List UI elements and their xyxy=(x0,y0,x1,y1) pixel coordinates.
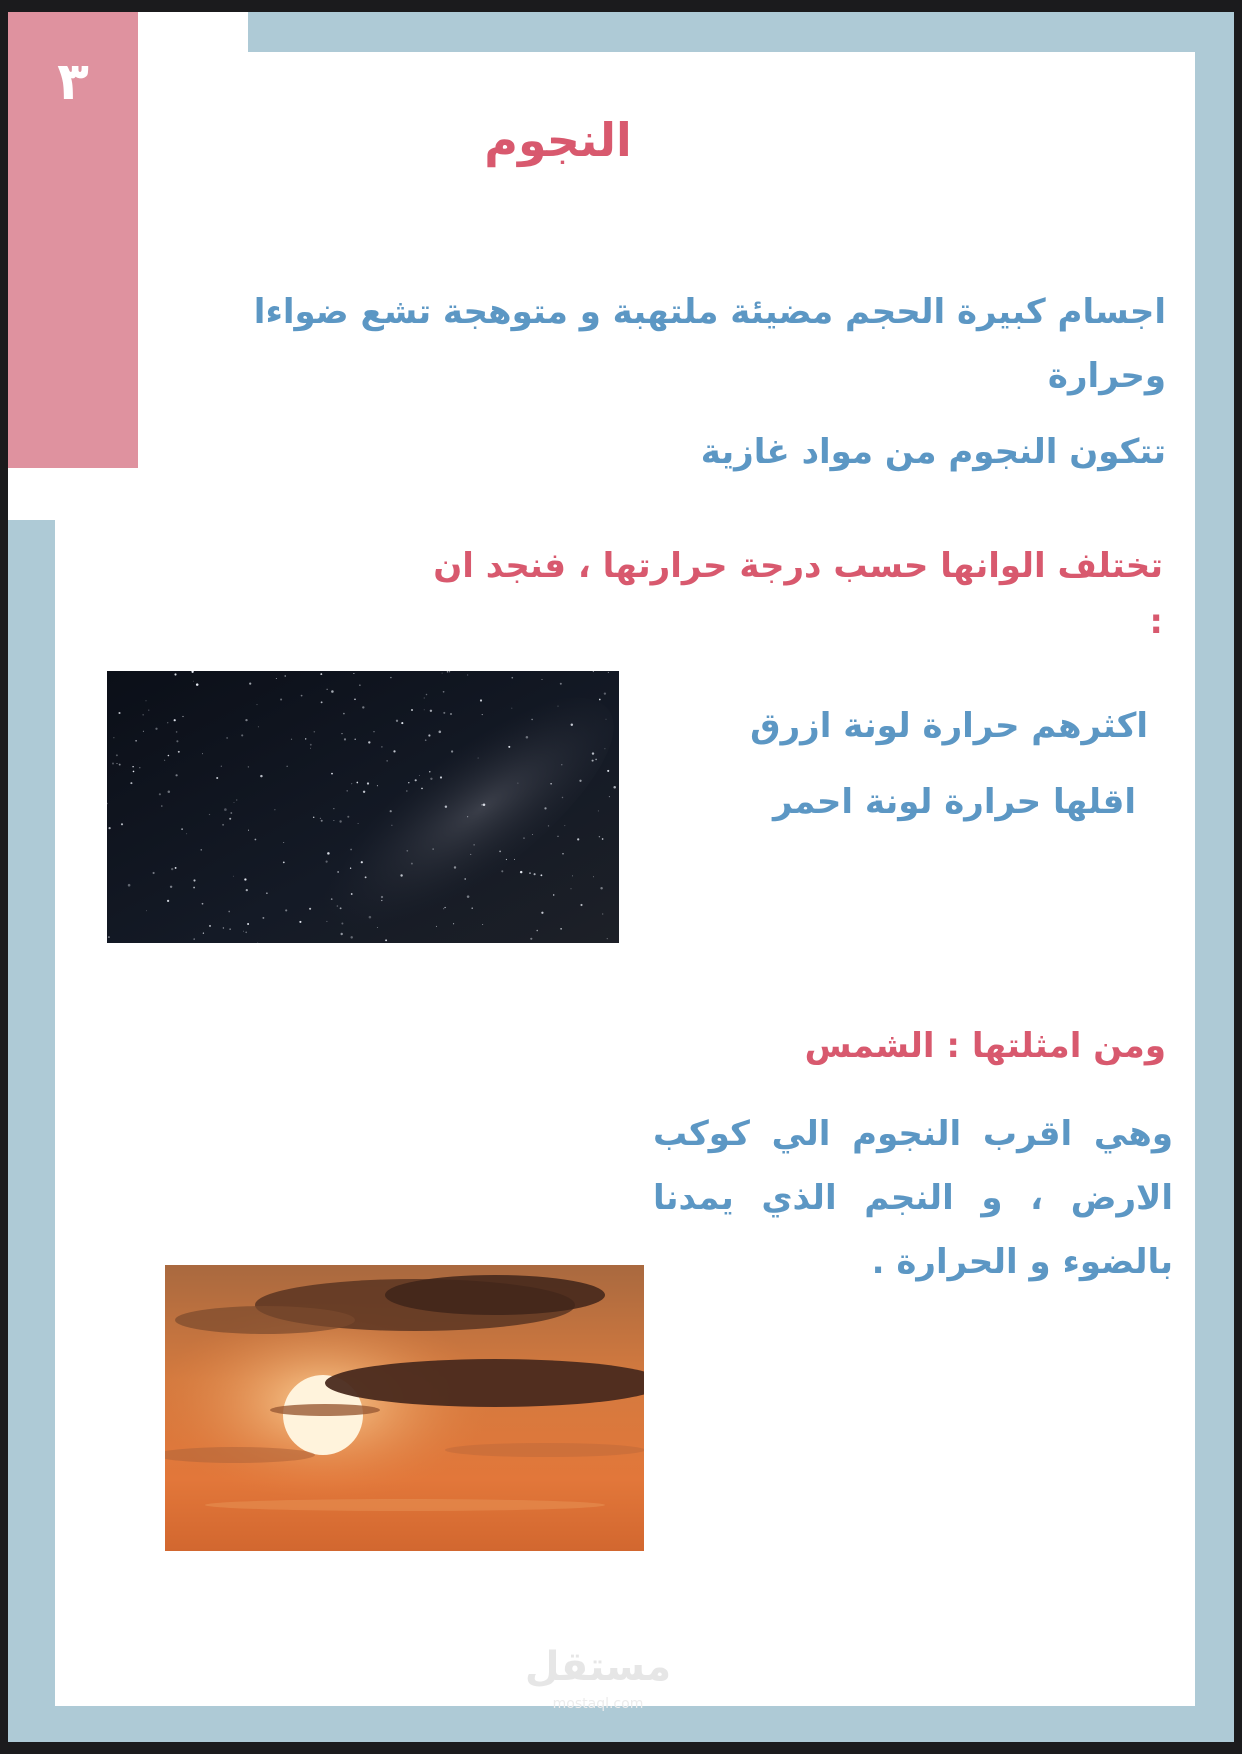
star xyxy=(341,733,342,734)
star xyxy=(464,878,466,880)
star xyxy=(274,809,275,810)
star xyxy=(363,791,365,793)
star xyxy=(135,740,137,742)
star xyxy=(353,673,354,674)
night-sky-photo xyxy=(107,671,619,943)
star xyxy=(202,903,204,905)
star xyxy=(391,825,392,826)
star xyxy=(424,709,425,710)
star xyxy=(381,900,382,901)
star xyxy=(419,775,420,776)
star xyxy=(116,763,117,764)
star xyxy=(209,925,211,927)
star xyxy=(358,823,359,824)
star xyxy=(143,731,144,732)
star xyxy=(453,923,454,924)
star xyxy=(478,758,479,759)
star xyxy=(333,808,334,809)
star xyxy=(337,905,339,907)
star xyxy=(118,712,120,714)
star xyxy=(245,932,247,934)
star xyxy=(255,839,257,841)
star xyxy=(365,876,367,878)
star xyxy=(155,728,157,730)
star xyxy=(139,767,140,768)
star xyxy=(176,731,178,733)
star xyxy=(520,871,522,873)
star xyxy=(112,762,114,764)
star xyxy=(595,759,597,761)
star xyxy=(592,752,594,754)
star xyxy=(440,776,442,778)
star xyxy=(471,907,472,908)
star xyxy=(424,698,425,699)
star xyxy=(132,766,133,767)
star xyxy=(406,850,408,852)
star xyxy=(310,744,312,746)
star xyxy=(164,760,165,761)
star xyxy=(430,778,432,780)
star xyxy=(346,790,347,791)
star xyxy=(354,698,356,700)
star xyxy=(249,683,251,685)
star xyxy=(320,673,322,675)
star xyxy=(534,873,536,875)
star xyxy=(599,836,600,837)
star xyxy=(182,716,183,717)
star xyxy=(258,726,259,727)
star xyxy=(130,782,132,784)
star xyxy=(309,908,311,910)
star xyxy=(301,695,303,697)
coolest-color-line: اقلها حرارة لونة احمر xyxy=(772,782,1136,822)
star xyxy=(193,938,195,940)
star xyxy=(451,750,453,752)
star xyxy=(428,734,430,736)
star xyxy=(514,859,515,860)
star xyxy=(159,793,161,795)
sunset-photo xyxy=(165,1265,644,1551)
star xyxy=(148,710,149,711)
star xyxy=(531,719,532,720)
star xyxy=(108,936,110,938)
page-title: النجوم xyxy=(484,113,632,167)
star xyxy=(291,739,292,740)
star xyxy=(443,691,445,693)
star xyxy=(361,861,363,863)
star xyxy=(442,673,443,674)
star xyxy=(236,800,237,801)
star xyxy=(193,681,194,682)
star xyxy=(436,926,437,927)
star xyxy=(608,672,609,673)
star xyxy=(347,816,349,818)
star xyxy=(350,849,352,851)
star xyxy=(481,804,482,805)
star xyxy=(390,677,391,678)
star xyxy=(571,723,573,725)
star xyxy=(350,868,351,869)
star xyxy=(561,764,562,765)
page-number: ٣ xyxy=(57,52,89,112)
page-number-box xyxy=(8,12,138,468)
star xyxy=(181,828,183,830)
star xyxy=(248,830,249,831)
star xyxy=(421,788,423,790)
star xyxy=(146,910,147,911)
star xyxy=(167,900,169,902)
star xyxy=(350,936,352,938)
star xyxy=(337,871,338,872)
star xyxy=(331,773,333,775)
star xyxy=(229,928,230,929)
example-heading: ومن امثلتها : الشمس xyxy=(804,1026,1166,1066)
star xyxy=(153,872,155,874)
star xyxy=(186,833,187,834)
star xyxy=(542,679,543,680)
star xyxy=(400,874,402,876)
star xyxy=(562,797,563,798)
star xyxy=(202,753,203,754)
star xyxy=(283,862,285,864)
star xyxy=(501,870,503,872)
star xyxy=(430,710,432,712)
star xyxy=(541,912,543,914)
star xyxy=(560,683,562,685)
star xyxy=(483,804,486,807)
star xyxy=(326,921,327,922)
star xyxy=(406,791,407,792)
star xyxy=(393,750,395,752)
star xyxy=(536,930,538,932)
star xyxy=(230,812,232,814)
star xyxy=(216,777,218,779)
star xyxy=(564,825,565,826)
star xyxy=(526,736,529,739)
star xyxy=(411,709,413,711)
star xyxy=(605,719,606,720)
hottest-color-line: اكثرهم حرارة لونة ازرق xyxy=(750,706,1148,746)
star xyxy=(369,916,372,919)
star xyxy=(482,714,483,715)
star xyxy=(387,760,388,761)
star xyxy=(553,894,554,895)
star xyxy=(599,699,601,701)
star xyxy=(285,909,287,911)
star xyxy=(390,810,392,812)
star xyxy=(368,741,370,743)
star xyxy=(613,786,616,789)
star xyxy=(467,816,468,817)
star xyxy=(266,892,268,894)
star xyxy=(602,913,603,914)
star xyxy=(381,896,383,898)
star xyxy=(454,866,456,868)
star xyxy=(604,692,606,694)
star xyxy=(408,782,409,783)
star xyxy=(377,785,378,786)
star xyxy=(233,876,234,877)
star xyxy=(607,938,608,939)
star xyxy=(367,782,369,784)
star xyxy=(480,699,482,701)
star xyxy=(548,825,549,826)
star xyxy=(557,836,558,837)
star xyxy=(193,879,195,881)
star xyxy=(425,739,427,741)
star xyxy=(326,861,328,863)
star xyxy=(445,805,447,807)
star xyxy=(351,783,352,784)
star xyxy=(314,731,316,733)
star xyxy=(174,719,176,721)
star xyxy=(280,698,282,700)
star xyxy=(602,838,604,840)
star xyxy=(470,854,471,855)
star xyxy=(571,888,572,889)
star xyxy=(362,706,364,708)
star xyxy=(121,823,123,825)
watermark-domain: mostaql.com xyxy=(552,1696,644,1712)
star xyxy=(577,838,579,840)
definition-paragraph: اجسام كبيرة الحجم مضيئة ملتهبة و متوهجة تشع ضواءا وحرارة xyxy=(253,292,1166,396)
star xyxy=(511,708,512,709)
star xyxy=(439,731,442,734)
frame-band-top xyxy=(248,12,1234,52)
star xyxy=(116,754,118,756)
star xyxy=(377,927,378,928)
star xyxy=(310,748,311,749)
star xyxy=(450,713,452,715)
star xyxy=(523,837,525,839)
star xyxy=(224,808,227,811)
star xyxy=(287,766,288,767)
star xyxy=(600,887,602,889)
star xyxy=(128,884,131,887)
star xyxy=(145,700,146,701)
star xyxy=(572,875,573,876)
star xyxy=(119,764,121,766)
watermark-logo: مستقل xyxy=(524,1644,672,1690)
star xyxy=(359,685,360,686)
star xyxy=(443,908,444,909)
star xyxy=(467,895,470,898)
star xyxy=(580,904,582,906)
star xyxy=(482,924,483,925)
star xyxy=(331,690,334,693)
star xyxy=(467,674,468,675)
star xyxy=(529,872,531,874)
star xyxy=(168,791,171,794)
star xyxy=(415,779,417,781)
star xyxy=(562,853,563,854)
star xyxy=(229,818,231,820)
star xyxy=(604,748,605,749)
star xyxy=(243,931,244,932)
star xyxy=(276,678,277,679)
star xyxy=(473,844,474,845)
sun-description-paragraph: وهي اقرب النجوم الي كوكب الارض ، و النجم الذي يمدنا بالضوء و الحرارة . xyxy=(653,1114,1173,1282)
star xyxy=(201,849,202,850)
star xyxy=(203,932,204,933)
star xyxy=(321,820,323,822)
star xyxy=(401,722,403,724)
star xyxy=(248,766,249,767)
star xyxy=(341,933,343,935)
star xyxy=(540,874,542,876)
star xyxy=(426,694,428,696)
star xyxy=(245,719,247,721)
star xyxy=(506,859,507,860)
star xyxy=(320,818,321,819)
star xyxy=(241,734,243,736)
star xyxy=(593,876,594,877)
star xyxy=(226,737,227,738)
star xyxy=(343,713,345,715)
star xyxy=(168,755,170,757)
star xyxy=(285,675,286,676)
star xyxy=(171,868,173,870)
frame-band-right xyxy=(1195,12,1234,1742)
star xyxy=(209,814,210,815)
star xyxy=(109,827,111,829)
star xyxy=(178,751,180,753)
star xyxy=(339,820,341,822)
star xyxy=(333,820,334,821)
star xyxy=(429,771,430,772)
star xyxy=(283,842,284,843)
star xyxy=(444,907,445,908)
star xyxy=(508,746,510,748)
star xyxy=(381,746,382,747)
star xyxy=(354,738,356,740)
star xyxy=(341,923,343,925)
star xyxy=(607,770,609,772)
star xyxy=(143,714,144,715)
star xyxy=(257,942,258,943)
star xyxy=(327,852,330,855)
star xyxy=(517,783,518,784)
star xyxy=(193,887,195,889)
star xyxy=(167,722,168,723)
star xyxy=(170,886,172,888)
star xyxy=(313,817,314,818)
star xyxy=(356,782,358,784)
star xyxy=(234,802,235,803)
star xyxy=(374,731,375,732)
star xyxy=(228,911,230,913)
star xyxy=(174,673,176,675)
star xyxy=(351,893,353,895)
star xyxy=(530,938,532,940)
star xyxy=(558,706,559,707)
star xyxy=(222,824,224,826)
star xyxy=(262,917,264,919)
star xyxy=(579,780,581,782)
star xyxy=(544,807,546,809)
composition-paragraph: تتكون النجوم من مواد غازية xyxy=(700,432,1166,472)
star xyxy=(443,712,445,714)
star xyxy=(340,907,342,909)
star xyxy=(305,738,306,739)
frame-band-left xyxy=(8,520,55,1742)
star xyxy=(260,775,262,777)
star xyxy=(511,677,513,679)
star xyxy=(411,863,413,865)
star xyxy=(133,771,135,773)
star xyxy=(299,921,301,923)
document-page xyxy=(8,12,1234,1742)
star xyxy=(246,889,248,891)
star xyxy=(327,689,328,690)
star xyxy=(396,720,398,722)
star xyxy=(175,867,177,869)
star xyxy=(385,939,387,941)
star xyxy=(592,760,594,762)
star xyxy=(176,740,178,742)
star xyxy=(344,738,346,740)
star xyxy=(447,671,449,673)
star xyxy=(247,923,249,925)
star xyxy=(244,878,246,880)
star xyxy=(175,774,177,776)
star xyxy=(331,898,333,900)
colors-intro-paragraph: تختلف الوانها حسب درجة حرارتها ، فنجد ان : xyxy=(433,546,1163,642)
star xyxy=(161,805,163,807)
star xyxy=(196,683,199,686)
star xyxy=(223,927,224,928)
star xyxy=(449,671,450,672)
star xyxy=(499,851,501,853)
star xyxy=(433,849,434,850)
star xyxy=(560,928,561,929)
star xyxy=(256,704,257,705)
star xyxy=(550,783,552,785)
star xyxy=(609,796,610,797)
star xyxy=(321,701,323,703)
star xyxy=(221,766,222,767)
star xyxy=(113,737,114,738)
star xyxy=(532,834,533,835)
star xyxy=(598,810,599,811)
